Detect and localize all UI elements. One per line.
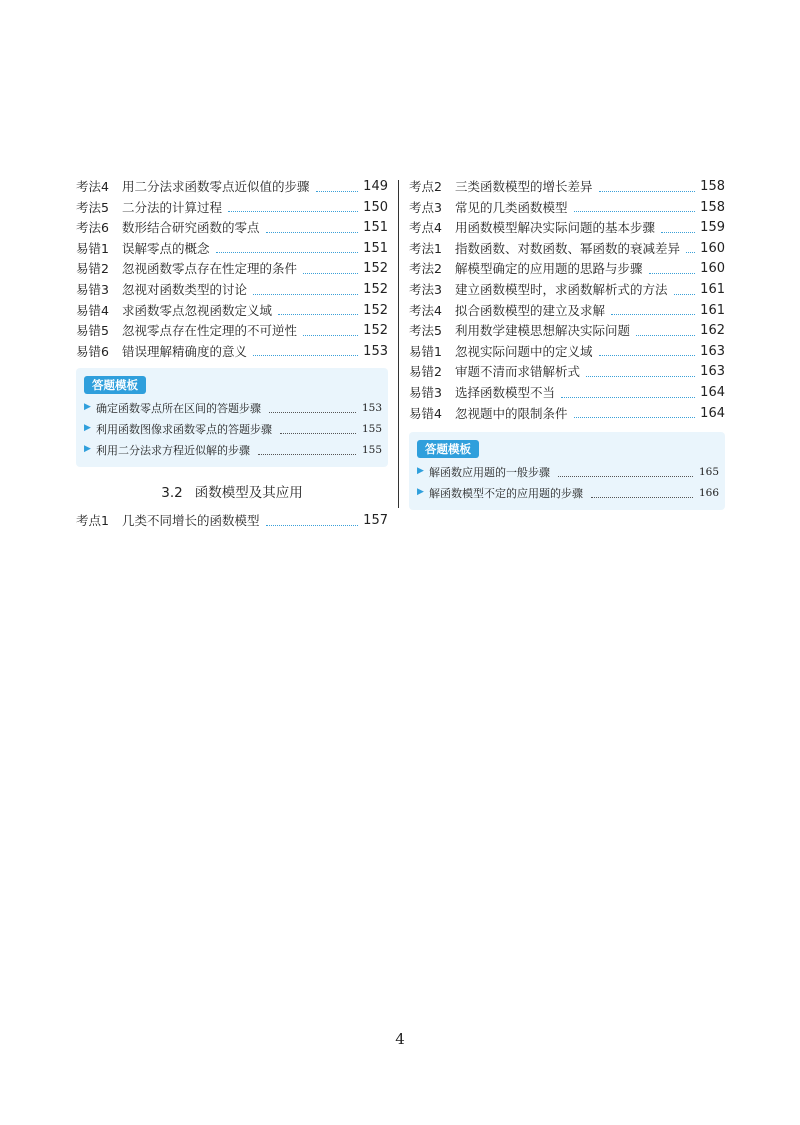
entry-page-number: 150 bbox=[363, 199, 388, 215]
entry-code: 易错2 bbox=[76, 261, 109, 277]
dot-leader bbox=[611, 314, 695, 315]
entry-code: 易错3 bbox=[76, 281, 109, 297]
entry-page-number: 152 bbox=[363, 323, 388, 339]
dot-leader bbox=[266, 525, 359, 526]
entry-title: 建立函数模型时，求函数解析式的方法 bbox=[455, 281, 668, 297]
entry-title: 用二分法求函数零点近似值的步骤 bbox=[122, 179, 310, 194]
entry-code: 考点4 bbox=[409, 220, 442, 236]
triangle-right-icon: ▶ bbox=[84, 402, 91, 413]
template-entry[interactable] bbox=[84, 419, 382, 440]
entry-page-number: 160 bbox=[700, 261, 725, 277]
dot-leader bbox=[599, 191, 696, 192]
dot-leader bbox=[280, 433, 356, 434]
dot-leader bbox=[649, 273, 696, 274]
entry-page-number: 162 bbox=[700, 323, 725, 339]
dot-leader bbox=[303, 273, 358, 274]
entry-code: 考法4 bbox=[409, 302, 442, 318]
entry-code: 易错1 bbox=[409, 343, 442, 359]
section-title: 函数模型及其应用 bbox=[194, 485, 303, 502]
entry-title: 解模型确定的应用题的思路与步骤 bbox=[455, 261, 643, 277]
answer-template-list-left bbox=[84, 398, 382, 461]
dot-leader bbox=[316, 191, 359, 192]
entry-title: 忽视对函数类型的讨论 bbox=[122, 281, 248, 297]
entry-page-number: 163 bbox=[700, 364, 725, 380]
toc-left-column bbox=[76, 177, 388, 532]
entry-page-number: 164 bbox=[700, 405, 725, 421]
entry-title: 忽视实际问题中的定义域 bbox=[455, 343, 593, 359]
entry-title: 拟合函数模型的建立及求解 bbox=[455, 302, 606, 318]
toc-entry[interactable] bbox=[76, 511, 388, 532]
dot-leader bbox=[586, 376, 695, 377]
toc-entry[interactable] bbox=[409, 404, 725, 425]
toc-entry[interactable] bbox=[409, 280, 725, 301]
entry-page-number: 151 bbox=[363, 240, 388, 256]
entry-title: 几类不同增长的函数模型 bbox=[122, 513, 260, 529]
entry-code: 考点1 bbox=[76, 513, 109, 529]
toc-entry[interactable] bbox=[409, 342, 725, 363]
toc-entry[interactable] bbox=[76, 342, 388, 363]
entry-page-number: 157 bbox=[363, 513, 388, 529]
entry-code: 考法1 bbox=[409, 240, 442, 256]
entry-title: 三类函数模型的增长差异 bbox=[455, 179, 593, 194]
entry-code: 考法2 bbox=[409, 261, 442, 277]
entry-code: 考点2 bbox=[409, 179, 442, 194]
toc-entry[interactable] bbox=[76, 321, 388, 342]
entry-page-number: 152 bbox=[363, 261, 388, 277]
template-page-number: 155 bbox=[361, 423, 382, 436]
template-page-number: 153 bbox=[361, 402, 382, 415]
entry-title: 忽视题中的限制条件 bbox=[455, 405, 568, 421]
template-title: 确定函数零点所在区间的答题步骤 bbox=[96, 402, 261, 416]
template-title: 利用二分法求方程近似解的步骤 bbox=[96, 444, 250, 458]
toc-entry[interactable] bbox=[76, 280, 388, 301]
toc-entry[interactable] bbox=[409, 239, 725, 260]
section-heading bbox=[76, 483, 388, 503]
answer-template-tag: 答题模板 bbox=[417, 440, 479, 458]
dot-leader bbox=[599, 355, 696, 356]
entry-page-number: 158 bbox=[700, 199, 725, 215]
toc-entry[interactable] bbox=[76, 198, 388, 219]
dot-leader bbox=[253, 355, 358, 356]
template-title: 解函数应用题的一般步骤 bbox=[429, 466, 550, 480]
toc-entry[interactable] bbox=[409, 383, 725, 404]
dot-leader bbox=[258, 454, 356, 455]
toc-right-column bbox=[409, 177, 725, 510]
entry-page-number: 161 bbox=[700, 302, 725, 318]
template-title: 解函数模型不定的应用题的步骤 bbox=[429, 487, 583, 501]
entry-page-number: 152 bbox=[363, 302, 388, 318]
answer-template-tag: 答题模板 bbox=[84, 376, 146, 394]
dot-leader bbox=[558, 476, 693, 477]
toc-entry[interactable] bbox=[409, 218, 725, 239]
page-number: 4 bbox=[395, 1030, 405, 1048]
toc-entry[interactable] bbox=[409, 362, 725, 383]
entry-code: 易错3 bbox=[409, 384, 442, 400]
dot-leader bbox=[574, 417, 696, 418]
entry-code: 考法3 bbox=[409, 281, 442, 297]
entry-title: 用函数模型解决实际问题的基本步骤 bbox=[455, 220, 656, 236]
template-entry[interactable] bbox=[417, 462, 719, 483]
toc-entry[interactable] bbox=[76, 218, 388, 239]
entry-code: 易错2 bbox=[409, 364, 442, 380]
answer-template-box-right bbox=[409, 432, 725, 510]
entry-title: 常见的几类函数模型 bbox=[455, 199, 568, 215]
toc-list-right bbox=[409, 177, 725, 424]
entry-code: 易错4 bbox=[76, 302, 109, 318]
toc-entry[interactable] bbox=[76, 239, 388, 260]
toc-list-left-bottom bbox=[76, 511, 388, 532]
dot-leader bbox=[674, 294, 696, 295]
entry-code: 易错6 bbox=[76, 343, 109, 359]
template-page-number: 166 bbox=[698, 487, 719, 500]
template-entry[interactable] bbox=[84, 440, 382, 461]
dot-leader bbox=[636, 335, 695, 336]
entry-page-number: 149 bbox=[363, 179, 388, 194]
entry-page-number: 163 bbox=[700, 343, 725, 359]
toc-entry[interactable] bbox=[409, 259, 725, 280]
toc-entry[interactable] bbox=[76, 301, 388, 322]
entry-code: 考点3 bbox=[409, 199, 442, 215]
entry-title: 审题不清而求错解析式 bbox=[455, 364, 581, 380]
answer-template-box-left bbox=[76, 368, 388, 467]
entry-title: 错误理解精确度的意义 bbox=[122, 343, 248, 359]
dot-leader bbox=[228, 211, 358, 212]
entry-code: 易错1 bbox=[76, 240, 109, 256]
entry-code: 考法4 bbox=[76, 179, 109, 194]
entry-title: 求函数零点忽视函数定义域 bbox=[122, 302, 273, 318]
entry-code: 考法6 bbox=[76, 220, 109, 236]
toc-entry[interactable] bbox=[409, 321, 725, 342]
triangle-right-icon: ▶ bbox=[417, 466, 424, 477]
entry-page-number: 151 bbox=[363, 220, 388, 236]
entry-title: 指数函数、对数函数、幂函数的衰减差异 bbox=[455, 240, 681, 256]
dot-leader bbox=[303, 335, 358, 336]
entry-page-number: 159 bbox=[700, 220, 725, 236]
triangle-right-icon: ▶ bbox=[84, 444, 91, 455]
dot-leader bbox=[216, 252, 359, 253]
template-entry[interactable] bbox=[84, 398, 382, 419]
entry-page-number: 152 bbox=[363, 281, 388, 297]
entry-code: 易错5 bbox=[76, 323, 109, 339]
entry-title: 忽视零点存在性定理的不可逆性 bbox=[122, 323, 298, 339]
dot-leader bbox=[269, 412, 356, 413]
entry-title: 数形结合研究函数的零点 bbox=[122, 220, 260, 236]
entry-title: 忽视函数零点存在性定理的条件 bbox=[122, 261, 298, 277]
dot-leader bbox=[574, 211, 696, 212]
dot-leader bbox=[253, 294, 358, 295]
section-number: 3.2 bbox=[161, 485, 183, 502]
answer-template-list-right bbox=[417, 462, 719, 504]
entry-page-number: 161 bbox=[700, 281, 725, 297]
entry-page-number: 158 bbox=[700, 179, 725, 194]
template-page-number: 155 bbox=[361, 444, 382, 457]
entry-code: 易错4 bbox=[409, 405, 442, 421]
entry-title: 误解零点的概念 bbox=[122, 240, 210, 256]
dot-leader bbox=[561, 397, 695, 398]
template-entry[interactable] bbox=[417, 483, 719, 504]
toc-entry[interactable] bbox=[409, 301, 725, 322]
entry-code: 考法5 bbox=[76, 199, 109, 215]
dot-leader bbox=[278, 314, 358, 315]
entry-title: 选择函数模型不当 bbox=[455, 384, 556, 400]
dot-leader bbox=[266, 232, 359, 233]
triangle-right-icon: ▶ bbox=[417, 487, 424, 498]
entry-page-number: 164 bbox=[700, 384, 725, 400]
entry-title: 利用数学建模思想解决实际问题 bbox=[455, 323, 631, 339]
toc-entry[interactable] bbox=[76, 177, 388, 198]
template-title: 利用函数图像求函数零点的答题步骤 bbox=[96, 423, 272, 437]
toc-entry[interactable] bbox=[76, 259, 388, 280]
toc-entry[interactable] bbox=[409, 177, 725, 198]
triangle-right-icon: ▶ bbox=[84, 423, 91, 434]
entry-page-number: 160 bbox=[700, 240, 725, 256]
template-page-number: 165 bbox=[698, 466, 719, 479]
dot-leader bbox=[686, 252, 695, 253]
dot-leader bbox=[661, 232, 695, 233]
toc-list-left-top bbox=[76, 177, 388, 362]
entry-code: 考法5 bbox=[409, 323, 442, 339]
dot-leader bbox=[591, 497, 693, 498]
entry-page-number: 153 bbox=[363, 343, 388, 359]
column-divider bbox=[398, 180, 399, 508]
entry-title: 二分法的计算过程 bbox=[122, 199, 223, 215]
toc-entry[interactable] bbox=[409, 198, 725, 219]
